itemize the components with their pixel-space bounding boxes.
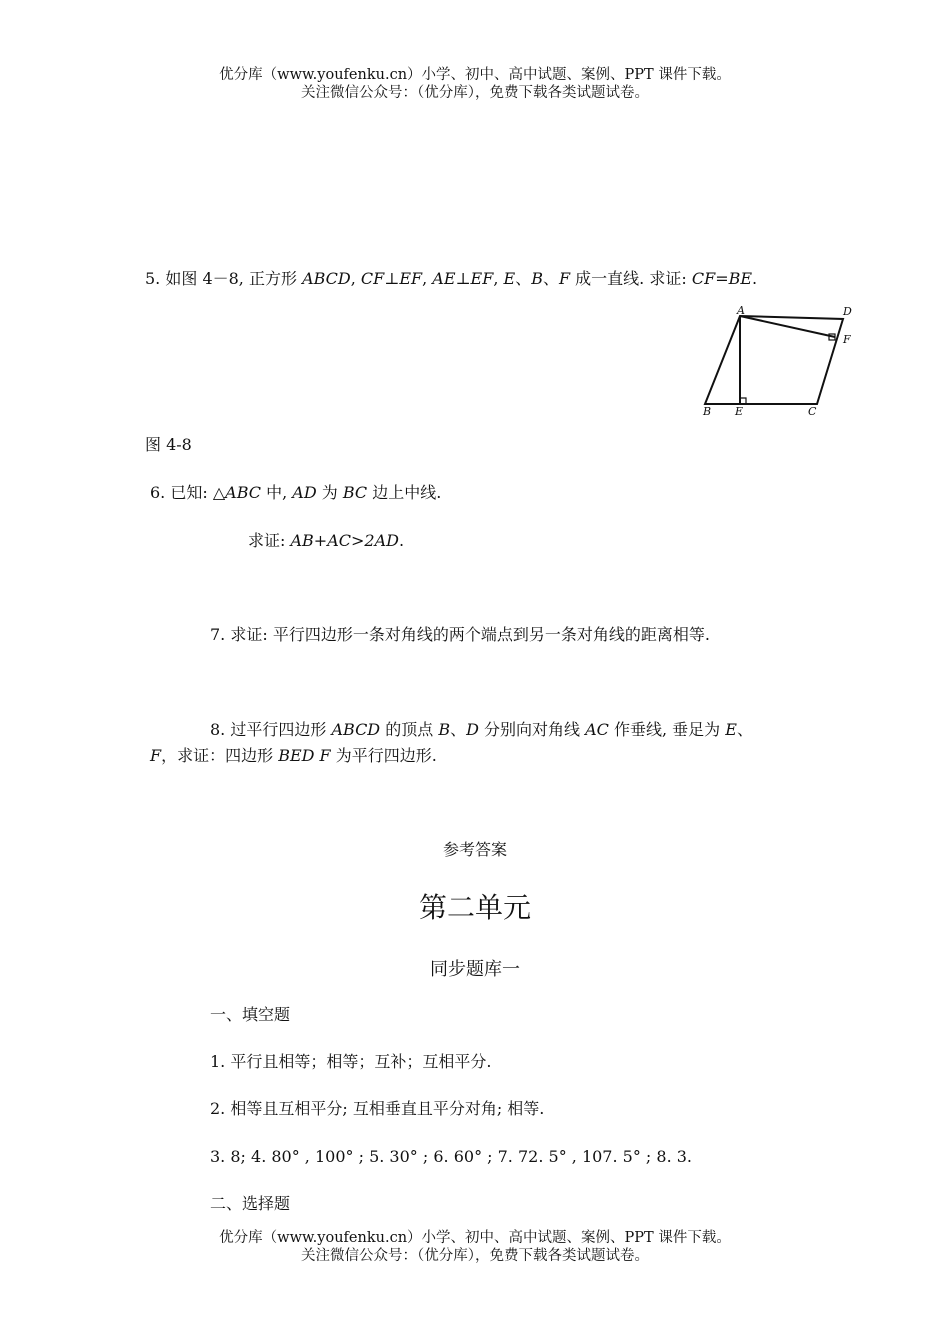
q6-text: 边上中线. xyxy=(367,483,442,502)
q6-proof-label: 求证: xyxy=(248,531,291,550)
label-f: F xyxy=(843,333,851,346)
q5-comma: , xyxy=(422,269,433,288)
q6-proof-claim: AB+AC>2AD xyxy=(290,531,399,550)
q8-text: ，求证：四边形 xyxy=(161,746,279,765)
section-multiple-choice: 二、选择题 xyxy=(210,1194,291,1213)
question-8-line-2 xyxy=(150,745,437,767)
q5-claim: CF=BE xyxy=(691,269,753,288)
question-6 xyxy=(150,482,441,504)
q8-f: F xyxy=(150,746,162,765)
label-e: E xyxy=(735,405,744,418)
q6-proof-end: . xyxy=(398,531,405,550)
q8-text: 作垂线, 垂足为 xyxy=(608,720,726,739)
q8-text: 为平行四边形. xyxy=(330,746,437,765)
footer-line-1: 优分库（www.youfenku.cn）小学、初中、高中试题、案例、PPT 课件下载。 xyxy=(219,1230,731,1246)
q6-abc: ABC xyxy=(225,483,261,502)
question-5 xyxy=(145,268,757,290)
parallelogram-outline xyxy=(705,316,843,404)
q5-comma: , xyxy=(350,269,361,288)
q5-ae: AE xyxy=(432,269,456,288)
q5-perp: ⊥ xyxy=(384,269,400,288)
set-title: 同步题库一 xyxy=(430,959,520,980)
answer-1: 1. 平行且相等；相等；互补；互相平分. xyxy=(210,1052,492,1071)
q5-b: B xyxy=(531,269,543,288)
header-line-1: 优分库（www.youfenku.cn）小学、初中、高中试题、案例、PPT 课件下载。 xyxy=(219,67,731,83)
question-7: 7. 求证: 平行四边形一条对角线的两个端点到另一条对角线的距离相等. xyxy=(210,625,710,644)
q5-text: 5. 如图 4－8, 正方形 xyxy=(145,269,303,288)
q6-text: 为 xyxy=(316,483,343,502)
answers-heading: 参考答案 xyxy=(442,840,507,859)
q5-comma: , xyxy=(493,269,504,288)
q8-text: 8. 过平行四边形 xyxy=(210,720,332,739)
q5-end: . xyxy=(752,269,758,288)
q5-f: F xyxy=(558,269,571,288)
q6-text: 6. 已知: △ xyxy=(150,483,226,502)
q5-sep: 、 xyxy=(542,269,559,288)
q8-d: D xyxy=(466,720,479,739)
answer-2: 2. 相等且互相平分; 互相垂直且平分对角; 相等. xyxy=(210,1099,545,1118)
label-d: D xyxy=(843,305,852,318)
q5-text: 成一直线. 求证: xyxy=(570,269,692,288)
q8-abcd: ABCD xyxy=(331,720,381,739)
q8-sep: 、 xyxy=(736,720,753,739)
q8-text: 的顶点 xyxy=(380,720,439,739)
label-c: C xyxy=(808,405,817,418)
figure-caption: 图 4-8 xyxy=(145,435,192,454)
q5-ef: EF xyxy=(470,269,494,288)
q6-text: 中, xyxy=(261,483,293,502)
question-6-proof xyxy=(248,530,404,552)
q5-abcd: ABCD xyxy=(302,269,351,288)
section-fill-blank: 一、填空题 xyxy=(210,1005,291,1024)
q5-ef: EF xyxy=(399,269,423,288)
unit-title: 第二单元 xyxy=(418,891,531,924)
q8-text: 分别向对角线 xyxy=(478,720,586,739)
label-b: B xyxy=(703,405,712,418)
answer-3: 3. 8; 4. 80° , 100° ; 5. 30° ; 6. 60° ; 7. 72. 5° , 107. 5° ; 8. 3. xyxy=(210,1147,693,1166)
q8-bedf: BED F xyxy=(278,746,331,765)
q8-b: B xyxy=(438,720,451,739)
q5-cf: CF xyxy=(360,269,385,288)
q8-sep: 、 xyxy=(450,720,467,739)
q5-sep: 、 xyxy=(515,269,532,288)
q6-ad: AD xyxy=(292,483,317,502)
q8-ac: AC xyxy=(585,720,609,739)
q5-perp: ⊥ xyxy=(455,269,471,288)
header-line-2: 关注微信公众号：（优分库），免费下载各类试题试卷。 xyxy=(301,85,649,101)
q8-e: E xyxy=(725,720,737,739)
footer-line-2: 关注微信公众号：（优分库），免费下载各类试题试卷。 xyxy=(301,1248,649,1264)
figure-4-8 xyxy=(695,302,865,420)
q6-bc: BC xyxy=(342,483,368,502)
question-8-line-1 xyxy=(210,719,753,741)
label-a: A xyxy=(737,304,745,317)
q5-e: E xyxy=(503,269,516,288)
